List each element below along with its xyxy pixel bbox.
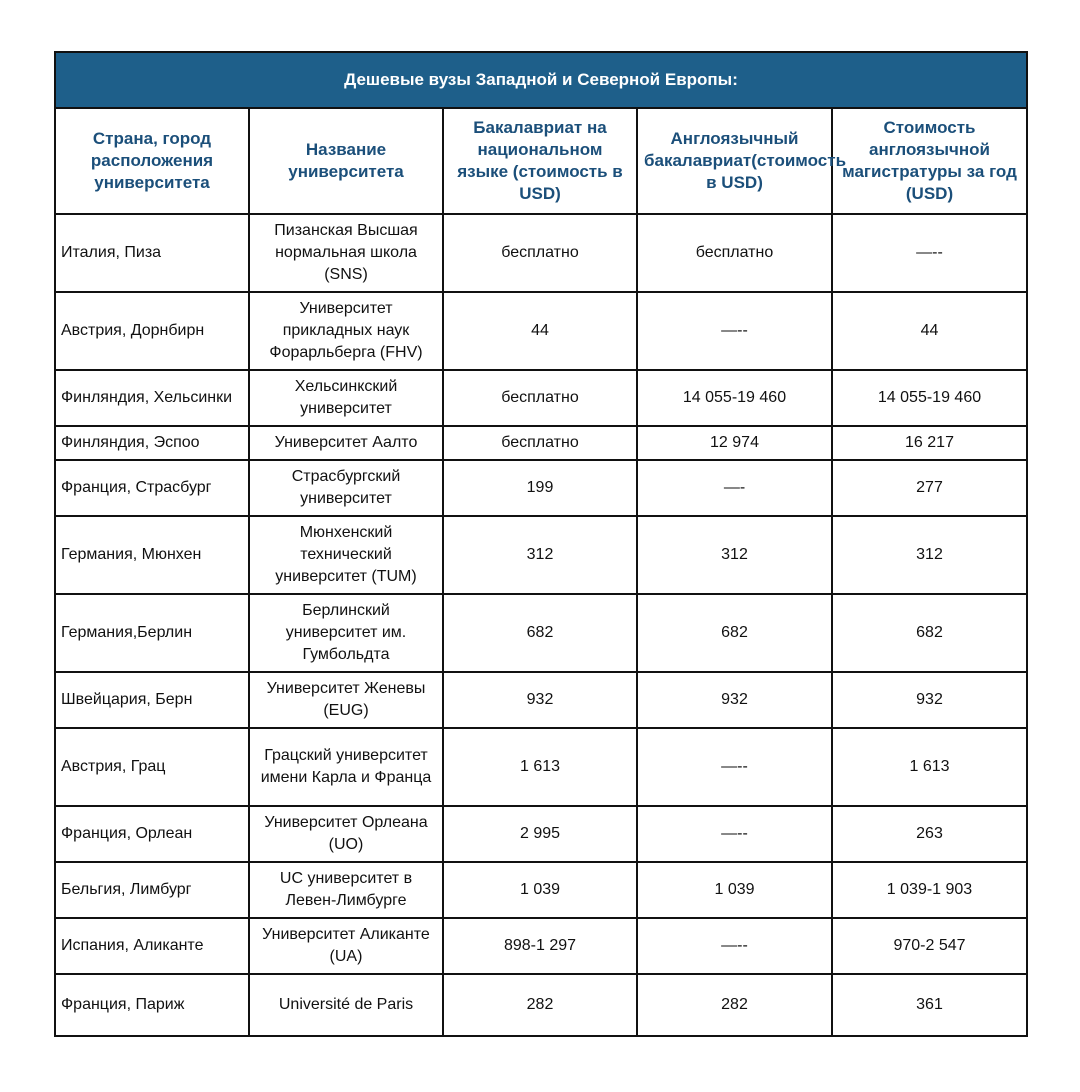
- master-english-cell: 361: [832, 974, 1027, 1036]
- bachelor-national-cell: 282: [443, 974, 637, 1036]
- bachelor-national-cell: бесплатно: [443, 370, 637, 426]
- university-cell: Университет Орлеана (UO): [249, 806, 443, 862]
- bachelor-english-cell: —-: [637, 460, 832, 516]
- universities-table: [54, 51, 1028, 1037]
- bachelor-english-cell: —--: [637, 918, 832, 974]
- master-english-cell: 44: [832, 292, 1027, 370]
- bachelor-english-cell: бесплатно: [637, 214, 832, 292]
- header-row: [55, 108, 1027, 214]
- bachelor-english-cell: 1 039: [637, 862, 832, 918]
- master-english-cell: 263: [832, 806, 1027, 862]
- master-english-cell: 312: [832, 516, 1027, 594]
- country-cell: Бельгия, Лимбург: [55, 862, 249, 918]
- table-row: [55, 918, 1027, 974]
- header-bachelor-national: Бакалавриат на национальном языке (стоимость в USD): [443, 108, 637, 214]
- country-cell: Австрия, Дорнбирн: [55, 292, 249, 370]
- university-cell: Берлинский университет им. Гумбольдта: [249, 594, 443, 672]
- country-cell: Швейцария, Берн: [55, 672, 249, 728]
- university-cell: Университет Аликанте (UA): [249, 918, 443, 974]
- bachelor-national-cell: 1 613: [443, 728, 637, 806]
- table-row: [55, 292, 1027, 370]
- bachelor-english-cell: 932: [637, 672, 832, 728]
- table-row: [55, 806, 1027, 862]
- bachelor-national-cell: 682: [443, 594, 637, 672]
- master-english-cell: 970-2 547: [832, 918, 1027, 974]
- university-cell: Университет Женевы (EUG): [249, 672, 443, 728]
- university-cell: Пизанская Высшая нормальная школа (SNS): [249, 214, 443, 292]
- table-row: [55, 594, 1027, 672]
- table-body: [55, 214, 1027, 1036]
- bachelor-national-cell: 932: [443, 672, 637, 728]
- master-english-cell: —--: [832, 214, 1027, 292]
- bachelor-english-cell: —--: [637, 728, 832, 806]
- country-cell: Франция, Париж: [55, 974, 249, 1036]
- master-english-cell: 682: [832, 594, 1027, 672]
- master-english-cell: 932: [832, 672, 1027, 728]
- table-row: [55, 672, 1027, 728]
- university-cell: Université de Paris: [249, 974, 443, 1036]
- master-english-cell: 1 613: [832, 728, 1027, 806]
- table-row: [55, 516, 1027, 594]
- bachelor-national-cell: бесплатно: [443, 426, 637, 460]
- university-cell: Грацский университет имени Карла и Франца: [249, 728, 443, 806]
- bachelor-english-cell: 312: [637, 516, 832, 594]
- master-english-cell: 277: [832, 460, 1027, 516]
- bachelor-national-cell: 2 995: [443, 806, 637, 862]
- master-english-cell: 1 039-1 903: [832, 862, 1027, 918]
- header-university: Название университета: [249, 108, 443, 214]
- country-cell: Испания, Аликанте: [55, 918, 249, 974]
- bachelor-national-cell: бесплатно: [443, 214, 637, 292]
- bachelor-english-cell: —--: [637, 292, 832, 370]
- country-cell: Италия, Пиза: [55, 214, 249, 292]
- table-row: [55, 974, 1027, 1036]
- country-cell: Финляндия, Хельсинки: [55, 370, 249, 426]
- university-cell: Университет Аалто: [249, 426, 443, 460]
- table-row: [55, 426, 1027, 460]
- bachelor-national-cell: 44: [443, 292, 637, 370]
- table-row: [55, 214, 1027, 292]
- university-cell: Мюнхенский технический университет (TUM): [249, 516, 443, 594]
- bachelor-english-cell: —--: [637, 806, 832, 862]
- country-cell: Германия, Мюнхен: [55, 516, 249, 594]
- master-english-cell: 14 055-19 460: [832, 370, 1027, 426]
- header-master-english: Стоимость англоязычной магистратуры за год (USD): [832, 108, 1027, 214]
- country-cell: Франция, Орлеан: [55, 806, 249, 862]
- table-title: Дешевые вузы Западной и Северной Европы:: [55, 52, 1027, 108]
- country-cell: Финляндия, Эспоо: [55, 426, 249, 460]
- master-english-cell: 16 217: [832, 426, 1027, 460]
- table-row: [55, 370, 1027, 426]
- bachelor-english-cell: 682: [637, 594, 832, 672]
- bachelor-english-cell: 14 055-19 460: [637, 370, 832, 426]
- university-cell: Университет прикладных наук Форарльберга (FHV): [249, 292, 443, 370]
- bachelor-english-cell: 12 974: [637, 426, 832, 460]
- header-country: Страна, город расположения университета: [55, 108, 249, 214]
- bachelor-national-cell: 199: [443, 460, 637, 516]
- title-row: [55, 52, 1027, 108]
- country-cell: Франция, Страсбург: [55, 460, 249, 516]
- university-cell: UC университет в Левен-Лимбурге: [249, 862, 443, 918]
- bachelor-national-cell: 1 039: [443, 862, 637, 918]
- university-cell: Хельсинкский университет: [249, 370, 443, 426]
- university-cell: Страсбургский университет: [249, 460, 443, 516]
- table-row: [55, 862, 1027, 918]
- header-bachelor-english: Англоязычный бакалавриат(стоимость в USD): [637, 108, 832, 214]
- table-row: [55, 460, 1027, 516]
- table-row: [55, 728, 1027, 806]
- country-cell: Германия,Берлин: [55, 594, 249, 672]
- bachelor-national-cell: 898-1 297: [443, 918, 637, 974]
- bachelor-national-cell: 312: [443, 516, 637, 594]
- bachelor-english-cell: 282: [637, 974, 832, 1036]
- country-cell: Австрия, Грац: [55, 728, 249, 806]
